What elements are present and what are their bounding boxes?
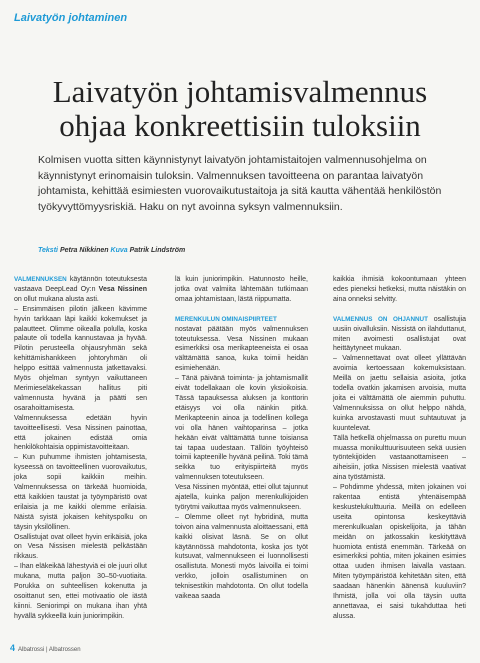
page-title [0,75,480,143]
paragraph: – Kun puhumme ihmisten johtamisesta, kyseessä on tavoitteellinen vuorovaikutus, joka sopii kaikkiin meihin. Valmennuksessa on tärkeää huomioida, että kaikkien taustat ja työympäristö ovat erilaisia ja me kaikki olemme erilaisia. Näistä syistä jokaisen kehityspolku on täysin yksilöllinen. [14,454,147,531]
body-column-3 [333,275,466,622]
body-column-1 [14,275,147,622]
subheading: MERENKULUN OMINAISPIIRTEET [175,315,277,323]
paragraph-lead-in: VALMENNUKSEN [14,276,67,283]
page-number: 4 [10,643,16,653]
headline-line-1: Laivatyön johtamisvalmennus [52,74,428,109]
paragraph: Tällä hetkellä ohjelmassa on purettu muun muassa monikulttuurisuuteen sekä uusien työntekijöiden vastaanottamiseen – aiheisiin, jotka Nissisen mielestä vaativat aina työstämistä. [333,434,466,482]
paragraph: – Tänä päivänä toiminta- ja johtamismallit eivät todellakaan ole kovin yksioikoisia. Tässä tapauksessa aluksen ja konttorin etäisyys voi olla näinkin pitkä. Merikapteenin ainoa ja todellinen kollega voi olla hänen vaihtoparinsa – jotka hekään eivät välttämättä tunne toisiansa tai tapaa uudestaan. Tällöin työyhteisö toimii kapteenille hyvänä peilinä. Toki tämä seikka tuo erityispiirteitä myös valmennuksen toteutukseen. [175,375,308,482]
paragraph-text: on ollut mukana alusta asti. [14,295,99,303]
paragraph [333,315,466,355]
paragraph-text: osallistujia uusiin oivalluksiin. Nissistä on ilahduttanut, miten avoimesti osallistujat ovat heittäytyneet mukaan. [333,315,466,353]
paragraph: kaikkia ihmisiä kokoontumaan yhteen edes pieneksi hetkeksi, mutta näistäkin on aina onneksi selvitty. [333,276,466,303]
body-column-2 [175,275,308,602]
page-footer [10,643,81,653]
byline-photographer: Patrik Lindström [129,247,186,254]
paragraph: Valmennuksessa edetään hyvin tavoitteellisesti. Vesa Nissinen painottaa, että jokainen edistää omia henkilökohtaisia oppimistavoitteitaan. [14,414,147,452]
byline-author: Petra Nikkinen [59,247,109,254]
paragraph: – Olemme olleet nyt hybridinä, mutta toivon aina valmennusta aloittaessani, että kaikki olisivat läsnä. Se on ollut käytännössä mahdotonta, koska jos työt kutsuvat, valmennukseen ei luonnollisesti osallistuta. Monesti myös laivoilla ei toimi verkko, jolloin osallistuminen on teknisestikin mahdotonta. On ollut todella vaikeaa saada [175,513,308,601]
paragraph: – Valmennettavat ovat olleet yllättävän avoimia kertoessaan kokemuksistaan. Meillä on jaettu sellaisia asioita, jotka todella ovatkin jakamisen arvoisia, mutta joita ei välttämättä ole aiemmin puhuttu. Valmennuksissa on ollut helppo nähdä, kuinka arvostavasti muut suhtautuvat ja kuuntelevat. [333,355,466,432]
person-name: Vesa Nissinen [98,285,147,293]
paragraph: nostavat päätään myös valmennuksen toteutuksessa. Vesa Nissinen mukaan esimerkiksi osa merikapteeneista ei osaa välttämättä sanoa, kuka toimii heidän esimiehenään. [175,325,308,373]
paragraph: Osallistujat ovat olleet hyvin erikäisiä, joka on Vesa Nissisen mielestä pelkästään rikkaus. [14,533,147,561]
lead-paragraph: Kolmisen vuotta sitten käynnistynyt laivatyön johtamistaitojen valmennusohjelma on käynnistynyt erinomaisin tuloksin. Valmennuksen tavoitteena on parantaa laivatyön johtamista, kehittää esimiesten vuorovaikutustaitoja ja sitä kautta vähentää henkilöstön työkyvyttömyysriskiä. Haku on nyt avoinna syksyn valmennuksiin. [38,154,442,213]
byline-photo-label: Kuva [110,247,128,254]
byline [38,247,185,254]
publication-name: Albatrossi | Albatrossen [18,647,81,653]
paragraph: – Ihan eläkeikää lähestyviä ei ole juuri ollut mukana, mutta paljon 30–50-vuotiaita. Porukka on suhteellisen kokenutta ja osoittanut sen, ettei motivaatio ole iästä kiinni. Seniorimpi on mukana ihan yhtä hyvällä sykkeellä kuin juniorimpikin. [14,563,147,620]
paragraph-text: käytännön toteutuksesta vastaava DeepLead Oy:n [14,276,147,293]
paragraph: – Pohdimme yhdessä, miten jokainen voi rakentaa entistä yhtenäisempää keskustelukulttuuria. Meillä on edelleen useita opintonsa keskeyttäviä merenkulkualan opiskelijoita, ja tähän meidän on jatkossakin keskityttävä huomiota entistä enemmän. Tärkeää on esimerkiksi pohtia, miten jokainen esimies ottaa uuden ihmisen laivalla vastaan. Miten työympäristöä kehitetään siten, että saadaan hänenkin äänensä kuuluviin? Ihmistä, jolla voi olla täysin uutta annettavaa, ei saisi tukahduttaa heti alussa. [333,484,466,620]
paragraph [14,275,147,305]
paragraph: Vesa Nissinen myöntää, ettei ollut tajunnut ajatella, kuinka paljon merenkulkijoiden työrytmi vaikuttaa myös valmennukseen. [175,484,308,511]
paragraph-lead-in: VALMENNUS ON OHJANNUT [333,315,428,323]
paragraph: lä kuin juniorimpikin. Hatunnosto heille, jotka ovat valmiita lähtemään tutkimaan omaa johtamistaan, lästä riippumatta. [175,276,308,303]
paragraph: – Ensimmäisen pilotin jälkeen kävimme hyvin tarkkaan läpi kaikki kokemukset ja palautteet. Olimme oikealla polulla, koska palaute oli todella kannustavaa ja hyvää. Pilotin perusteella ohjausryhmän sekä kehittämishankkeen johtoryhmän oli helppo esittää valmennusta jatkettavaksi. Myös ohjelman syntyyn vaikuttaneen Merimieseläkekassan hallitus piti valmennusta hyvänä ja päätti sen osarahoittamisesta. [14,305,147,412]
headline-line-2: ohjaa konkreettisiin tuloksiin [59,108,421,143]
section-tag: Laivatyön johtaminen [14,12,128,24]
byline-text-label: Teksti [38,247,58,254]
